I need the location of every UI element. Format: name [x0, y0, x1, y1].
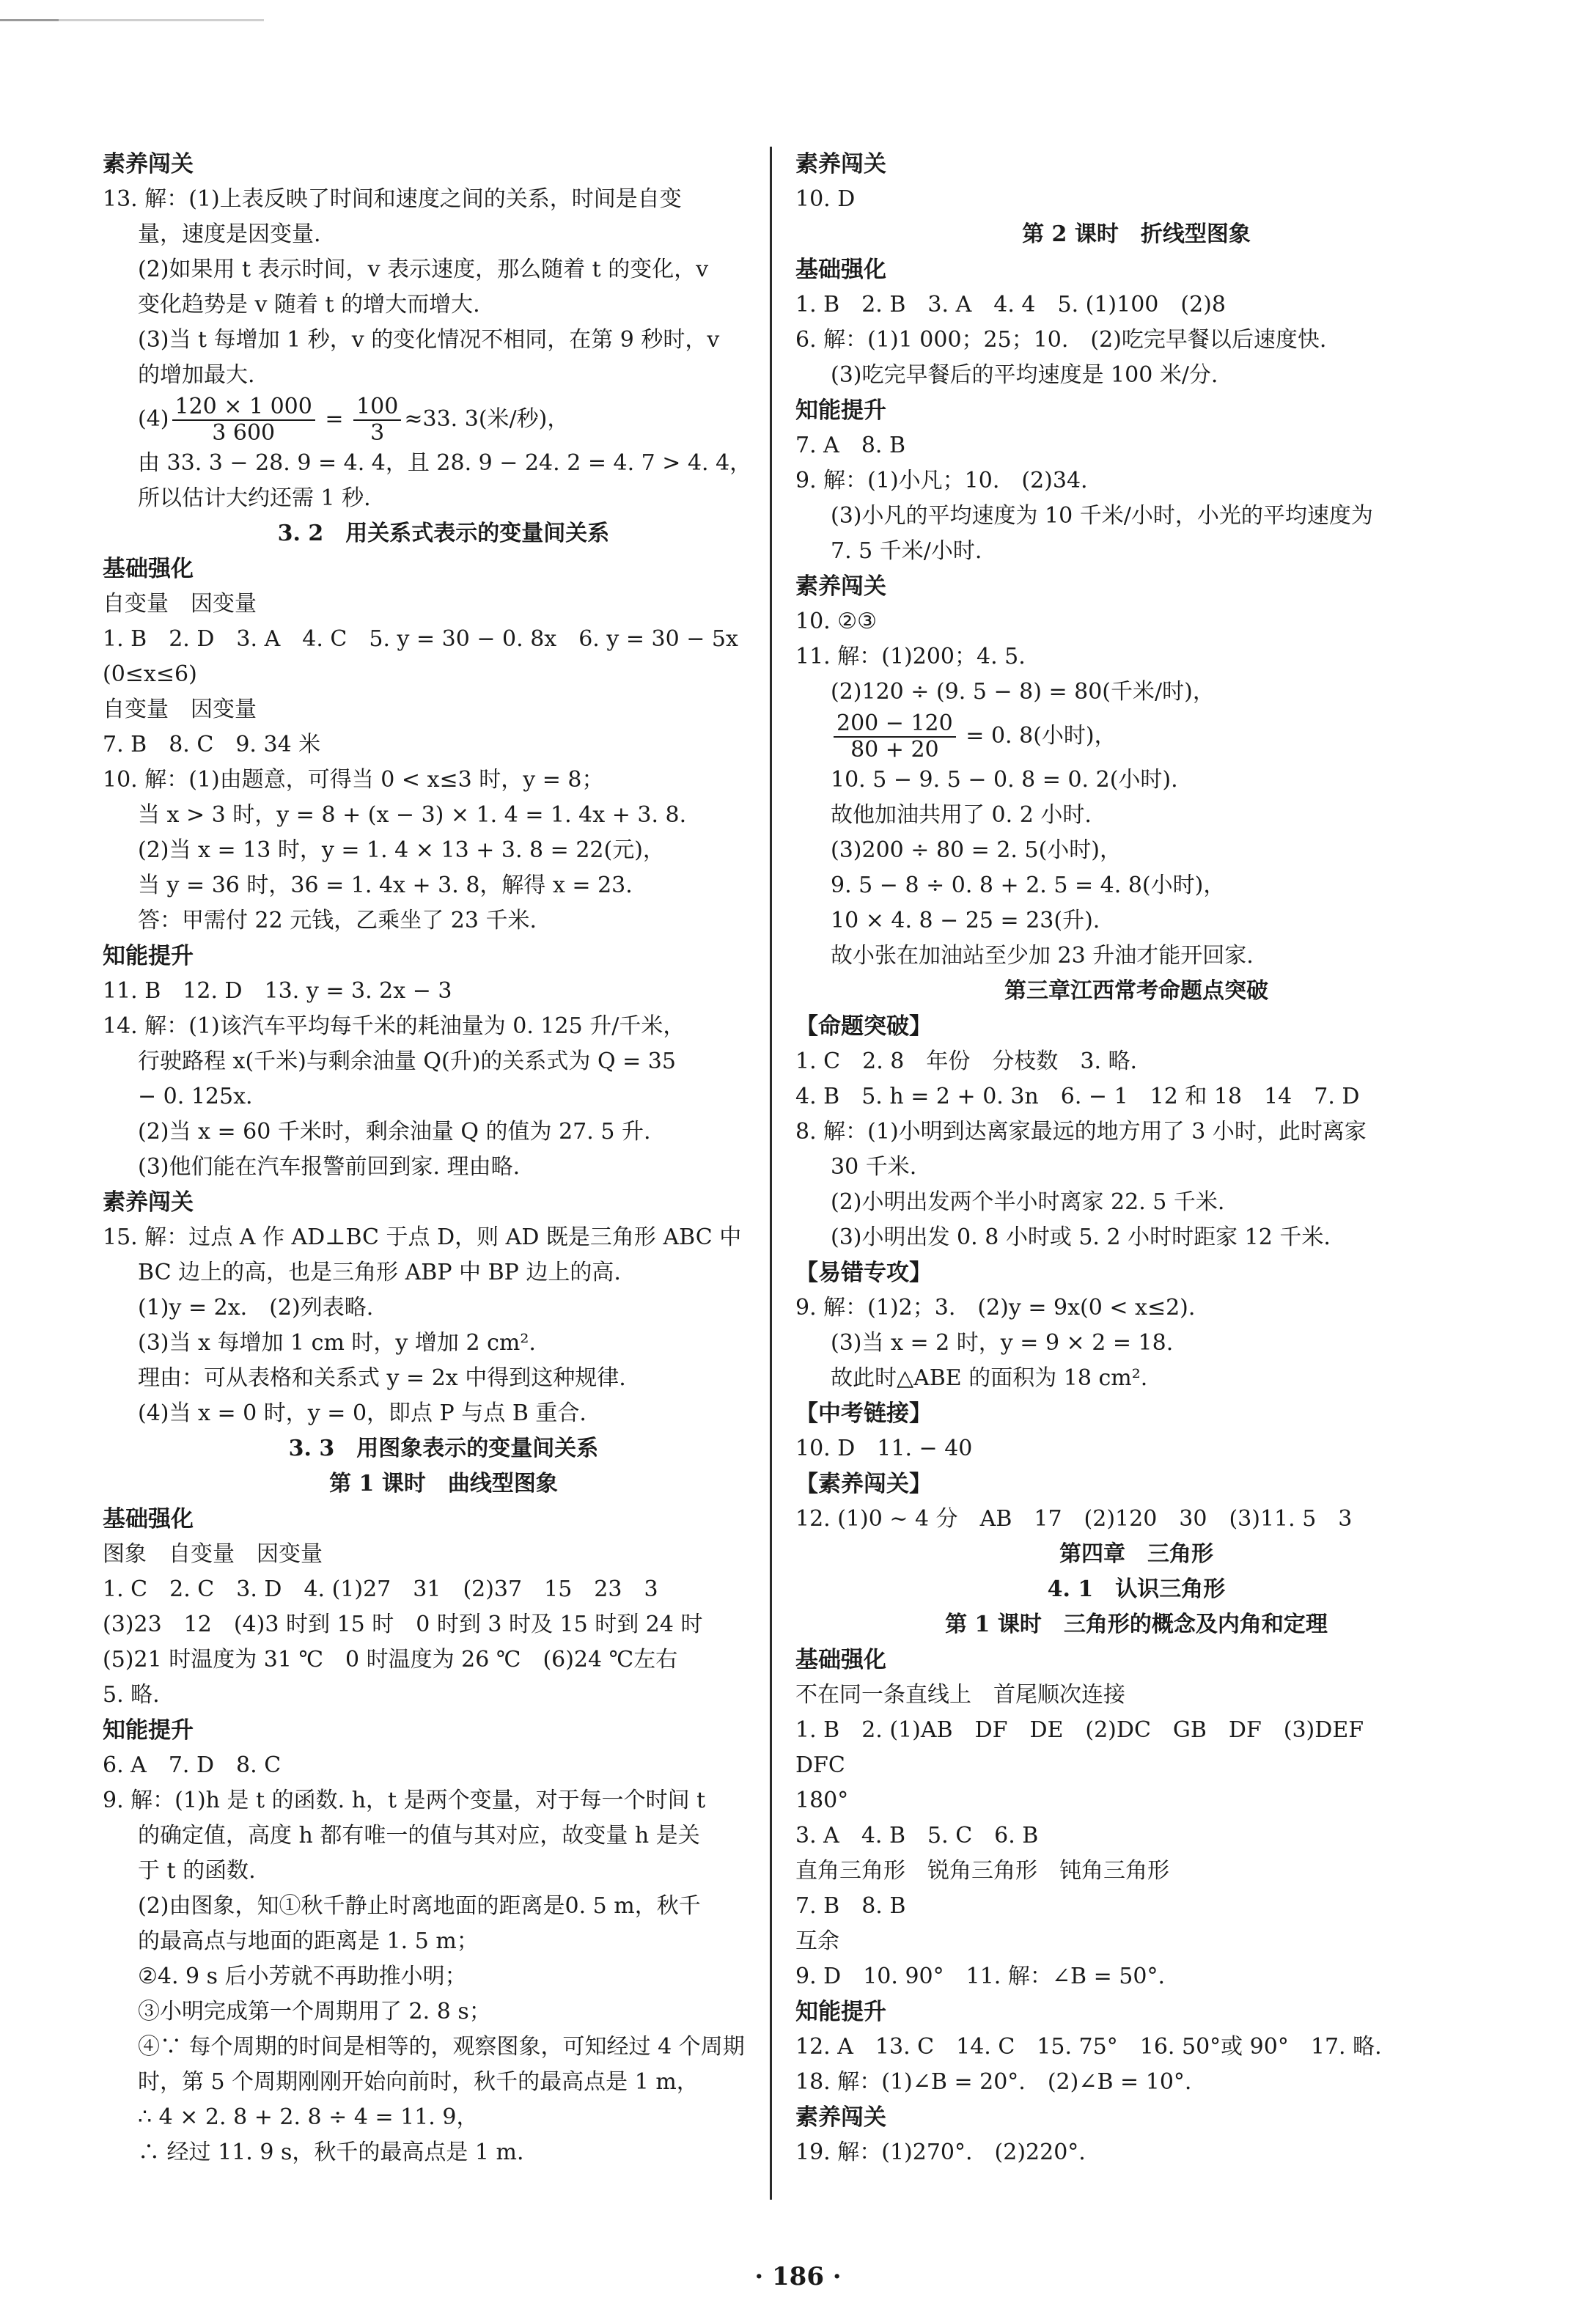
- answer-line: (3)他们能在汽车报警前回到家. 理由略.: [138, 1154, 521, 1180]
- answer-line: DFC: [795, 1752, 845, 1778]
- answer-line: (0≤x≤6): [103, 661, 197, 687]
- answer-line: 10. D 11. − 40: [795, 1436, 973, 1461]
- answer-line: 3. A 4. B 5. C 6. B: [795, 1823, 1039, 1848]
- answer-line: 10. ②③: [795, 609, 878, 634]
- section-title: 3. 2 用关系式表示的变量间关系: [277, 521, 610, 546]
- fraction: [834, 711, 956, 763]
- section-heading: 【命题突破】: [795, 1013, 932, 1040]
- answer-line: 故小张在加油站至少加 23 升油才能开回家.: [831, 943, 1254, 969]
- answer-line: 15. 解：过点 A 作 AD⊥BC 于点 D，则 AD 既是三角形 ABC 中: [103, 1224, 742, 1250]
- answer-line: 1. C 2. 8 年份 分枝数 3. 略.: [795, 1049, 1138, 1074]
- answer-line: − 0. 125x.: [138, 1084, 253, 1109]
- section-title: 第 1 课时 三角形的概念及内角和定理: [945, 1612, 1328, 1637]
- fraction-numerator: 200 − 120: [834, 711, 956, 738]
- right-column: [795, 147, 1477, 2170]
- answer-line: 行驶路程 x(千米)与剩余油量 Q(升)的关系式为 Q = 35: [138, 1049, 676, 1074]
- header-rule-accent: [0, 19, 59, 21]
- section-heading: 基础强化: [103, 556, 194, 582]
- section-title: 3. 3 用图象表示的变量间关系: [288, 1436, 599, 1461]
- equation-line: [103, 393, 784, 446]
- answer-line: (4)当 x = 0 时，y = 0，即点 P 与点 B 重合.: [138, 1400, 586, 1426]
- answer-line: 10. 解：(1)由题意，可得当 0 < x≤3 时，y = 8；: [103, 767, 604, 793]
- answer-line: 10. D: [795, 186, 856, 212]
- answer-line: 1. C 2. C 3. D 4. (1)27 31 (2)37 15 23 3: [103, 1576, 658, 1602]
- answer-line: 量，速度是因变量.: [138, 221, 321, 247]
- answer-line: ∴ 经过 11. 9 s，秋千的最高点是 1 m.: [138, 2140, 524, 2165]
- answer-line: 11. B 12. D 13. y = 3. 2x − 3: [103, 978, 452, 1004]
- answer-line: (2)由图象，知①秋千静止时离地面的距离是0. 5 m，秋千: [138, 1893, 701, 1919]
- section-heading: 素养闯关: [795, 151, 886, 177]
- answer-line: (2)120 ÷ (9. 5 − 8) = 80(千米/时)，: [831, 679, 1215, 705]
- section-title: 第 1 课时 曲线型图象: [329, 1471, 558, 1497]
- fraction-numerator: 120 × 1 000: [172, 394, 315, 421]
- answer-line: (3)小凡的平均速度为 10 千米/小时，小光的平均速度为: [831, 503, 1373, 529]
- answer-line: (3)当 t 每增加 1 秒，v 的变化情况不相同，在第 9 秒时，v: [138, 327, 720, 353]
- section-title: 第三章江西常考命题点突破: [1004, 978, 1268, 1004]
- answer-line: 10. 5 − 9. 5 − 0. 8 = 0. 2(小时).: [831, 767, 1178, 793]
- answer-line: 13. 解：(1)上表反映了时间和速度之间的关系，时间是自变: [103, 186, 682, 212]
- answer-line: 7. A 8. B: [795, 433, 906, 458]
- answer-line: 9. 解：(1)h 是 t 的函数. h，t 是两个变量，对于每一个时间 t: [103, 1788, 706, 1813]
- answer-line: 互余: [795, 1928, 839, 1954]
- answer-line: 9. 解：(1)2；3. (2)y = 9x(0 < x≤2).: [795, 1295, 1196, 1321]
- section-title: 第 2 课时 折线型图象: [1022, 221, 1251, 247]
- section-heading: 知能提升: [795, 1999, 886, 2025]
- answer-line: 由 33. 3 − 28. 9 = 4. 4，且 28. 9 − 24. 2 = 4. 7 > 4. 4，: [138, 450, 752, 476]
- answer-line: 7. B 8. C 9. 34 米: [103, 732, 321, 757]
- section-heading: 素养闯关: [795, 2104, 886, 2131]
- answer-line: (2)当 x = 13 时，y = 1. 4 × 13 + 3. 8 = 22(元)，: [138, 837, 665, 863]
- answer-line: 理由：可从表格和关系式 y = 2x 中得到这种规律.: [138, 1365, 626, 1391]
- section-heading: 【素养闯关】: [795, 1471, 932, 1497]
- fraction: [353, 394, 401, 446]
- answer-line: (2)如果用 t 表示时间，v 表示速度，那么随着 t 的变化，v: [138, 257, 709, 282]
- answer-line: 所以估计大约还需 1 秒.: [138, 485, 371, 511]
- answer-line: ④∵ 每个周期的时间是相等的，观察图象，可知经过 4 个周期: [138, 2034, 745, 2060]
- section-heading: 【中考链接】: [795, 1400, 932, 1427]
- column-divider: [770, 147, 772, 2200]
- answer-line: 故此时△ABE 的面积为 18 cm².: [831, 1365, 1148, 1391]
- section-heading: 基础强化: [103, 1506, 194, 1532]
- answer-line: 的确定值，高度 h 都有唯一的值与其对应，故变量 h 是关: [138, 1823, 700, 1848]
- answer-line: 6. 解：(1)1 000；25；10. (2)吃完早餐以后速度快.: [795, 327, 1327, 353]
- answer-line: 图象 自变量 因变量: [103, 1541, 323, 1567]
- answer-line: 于 t 的函数.: [138, 1858, 256, 1884]
- answer-line: 7. B 8. B: [795, 1893, 906, 1919]
- answer-line: 故他加油共用了 0. 2 小时.: [831, 802, 1092, 828]
- answer-line: 当 x > 3 时，y = 8 + (x − 3) × 1. 4 = 1. 4x + 3. 8.: [138, 802, 687, 828]
- answer-line: 11. 解：(1)200；4. 5.: [795, 644, 1026, 669]
- section-heading: 【易错专攻】: [795, 1260, 932, 1286]
- answer-line: 自变量 因变量: [103, 591, 257, 617]
- answer-line: 5. 略.: [103, 1682, 160, 1708]
- answer-line: 180°: [795, 1788, 849, 1813]
- answer-line: (3)当 x 每增加 1 cm 时，y 增加 2 cm².: [138, 1330, 536, 1356]
- fraction-denominator: 3: [370, 420, 385, 446]
- section-heading: 基础强化: [795, 1647, 886, 1673]
- fraction-denominator: 3 600: [212, 420, 276, 446]
- section-title: 第四章 三角形: [1059, 1541, 1213, 1567]
- equation-line: [795, 710, 1477, 763]
- answer-line: (3)当 x = 2 时，y = 9 × 2 = 18.: [831, 1330, 1174, 1356]
- answer-line: 19. 解：(1)270°. (2)220°.: [795, 2140, 1086, 2165]
- section-heading: 知能提升: [103, 1717, 194, 1744]
- section-title: 4. 1 认识三角形: [1047, 1576, 1226, 1602]
- answer-line: 当 y = 36 时，36 = 1. 4x + 3. 8，解得 x = 23.: [138, 873, 633, 898]
- fraction: [172, 394, 315, 446]
- answer-line: 12. (1)0 ~ 4 分 AB 17 (2)120 30 (3)11. 5 3: [795, 1506, 1353, 1532]
- answer-line: ∴ 4 × 2. 8 + 2. 8 ÷ 4 = 11. 9，: [138, 2104, 479, 2130]
- answer-line: (3)200 ÷ 80 = 2. 5(小时)，: [831, 837, 1122, 863]
- equation-result: ≈33. 3(米/秒)，: [404, 406, 570, 432]
- answer-line: 9. D 10. 90° 11. 解：∠B = 50°.: [795, 1964, 1165, 1989]
- answer-line: 时，第 5 个周期刚刚开始向前时，秋千的最高点是 1 m，: [138, 2069, 699, 2095]
- answer-line: 9. 解：(1)小凡；10. (2)34.: [795, 468, 1088, 493]
- answer-line: ③小明完成第一个周期用了 2. 8 s；: [138, 1999, 491, 2024]
- answer-line: 30 千米.: [831, 1154, 917, 1180]
- answer-line: 18. 解：(1)∠B = 20°. (2)∠B = 10°.: [795, 2069, 1192, 2095]
- section-heading: 素养闯关: [103, 1189, 194, 1216]
- fraction-numerator: 100: [353, 394, 401, 421]
- answer-line: ②4. 9 s 后小芳就不再助推小明；: [138, 1964, 467, 1989]
- page-number: · 186 ·: [754, 2262, 842, 2291]
- answer-line: (3)小明出发 0. 8 小时或 5. 2 小时时距家 12 千米.: [831, 1224, 1331, 1250]
- section-heading: 知能提升: [795, 397, 886, 424]
- answer-line: 4. B 5. h = 2 + 0. 3n 6. − 1 12 和 18 14 7. D: [795, 1084, 1360, 1109]
- answer-line: (2)当 x = 60 千米时，剩余油量 Q 的值为 27. 5 升.: [138, 1119, 651, 1145]
- section-heading: 素养闯关: [103, 151, 194, 177]
- section-heading: 基础强化: [795, 257, 886, 283]
- answer-line: 的最高点与地面的距离是 1. 5 m；: [138, 1928, 479, 1954]
- equation-prefix: (4): [138, 406, 169, 432]
- answer-line: 10 × 4. 8 − 25 = 23(升).: [831, 908, 1100, 933]
- answer-line: 1. B 2. B 3. A 4. 4 5. (1)100 (2)8: [795, 292, 1226, 317]
- answer-line: (5)21 时温度为 31 ℃ 0 时温度为 26 ℃ (6)24 ℃左右: [103, 1647, 678, 1672]
- answer-line: 变化趋势是 v 随着 t 的增大而增大.: [138, 292, 480, 317]
- answer-line: 1. B 2. D 3. A 4. C 5. y = 30 − 0. 8x 6. y = 30 − 5x: [103, 626, 738, 652]
- equation-result: = 0. 8(小时)，: [958, 723, 1117, 749]
- answer-line: 7. 5 千米/小时.: [831, 538, 982, 564]
- answer-line: 6. A 7. D 8. C: [103, 1752, 282, 1778]
- answer-line: 自变量 因变量: [103, 697, 257, 722]
- answer-line: 14. 解：(1)该汽车平均每千米的耗油量为 0. 125 升/千米，: [103, 1013, 685, 1039]
- section-heading: 素养闯关: [795, 573, 886, 600]
- answer-line: 9. 5 − 8 ÷ 0. 8 + 2. 5 = 4. 8(小时)，: [831, 873, 1226, 898]
- answer-line: (3)吃完早餐后的平均速度是 100 米/分.: [831, 362, 1218, 388]
- equation-operator: =: [317, 406, 351, 432]
- answer-line: (1)y = 2x. (2)列表略.: [138, 1295, 374, 1321]
- answer-line: 8. 解：(1)小明到达离家最远的地方用了 3 小时，此时离家: [795, 1119, 1367, 1145]
- fraction-denominator: 80 + 20: [850, 737, 939, 763]
- answer-line: (2)小明出发两个半小时离家 22. 5 千米.: [831, 1189, 1225, 1215]
- answer-line: 直角三角形 锐角三角形 钝角三角形: [795, 1858, 1169, 1884]
- answer-line: (3)23 12 (4)3 时到 15 时 0 时到 3 时及 15 时到 24 时: [103, 1612, 703, 1637]
- answer-line: 答：甲需付 22 元钱，乙乘坐了 23 千米.: [138, 908, 537, 933]
- answer-line: 12. A 13. C 14. C 15. 75° 16. 50°或 90° 17. 略.: [795, 2034, 1382, 2060]
- answer-line: 1. B 2. (1)AB DF DE (2)DC GB DF (3)DEF: [795, 1717, 1364, 1743]
- left-column: [103, 147, 784, 2170]
- answer-line: BC 边上的高，也是三角形 ABP 中 BP 边上的高.: [138, 1260, 621, 1285]
- answer-line: 的增加最大.: [138, 362, 255, 388]
- section-heading: 知能提升: [103, 943, 194, 969]
- answer-line: 不在同一条直线上 首尾顺次连接: [795, 1682, 1125, 1708]
